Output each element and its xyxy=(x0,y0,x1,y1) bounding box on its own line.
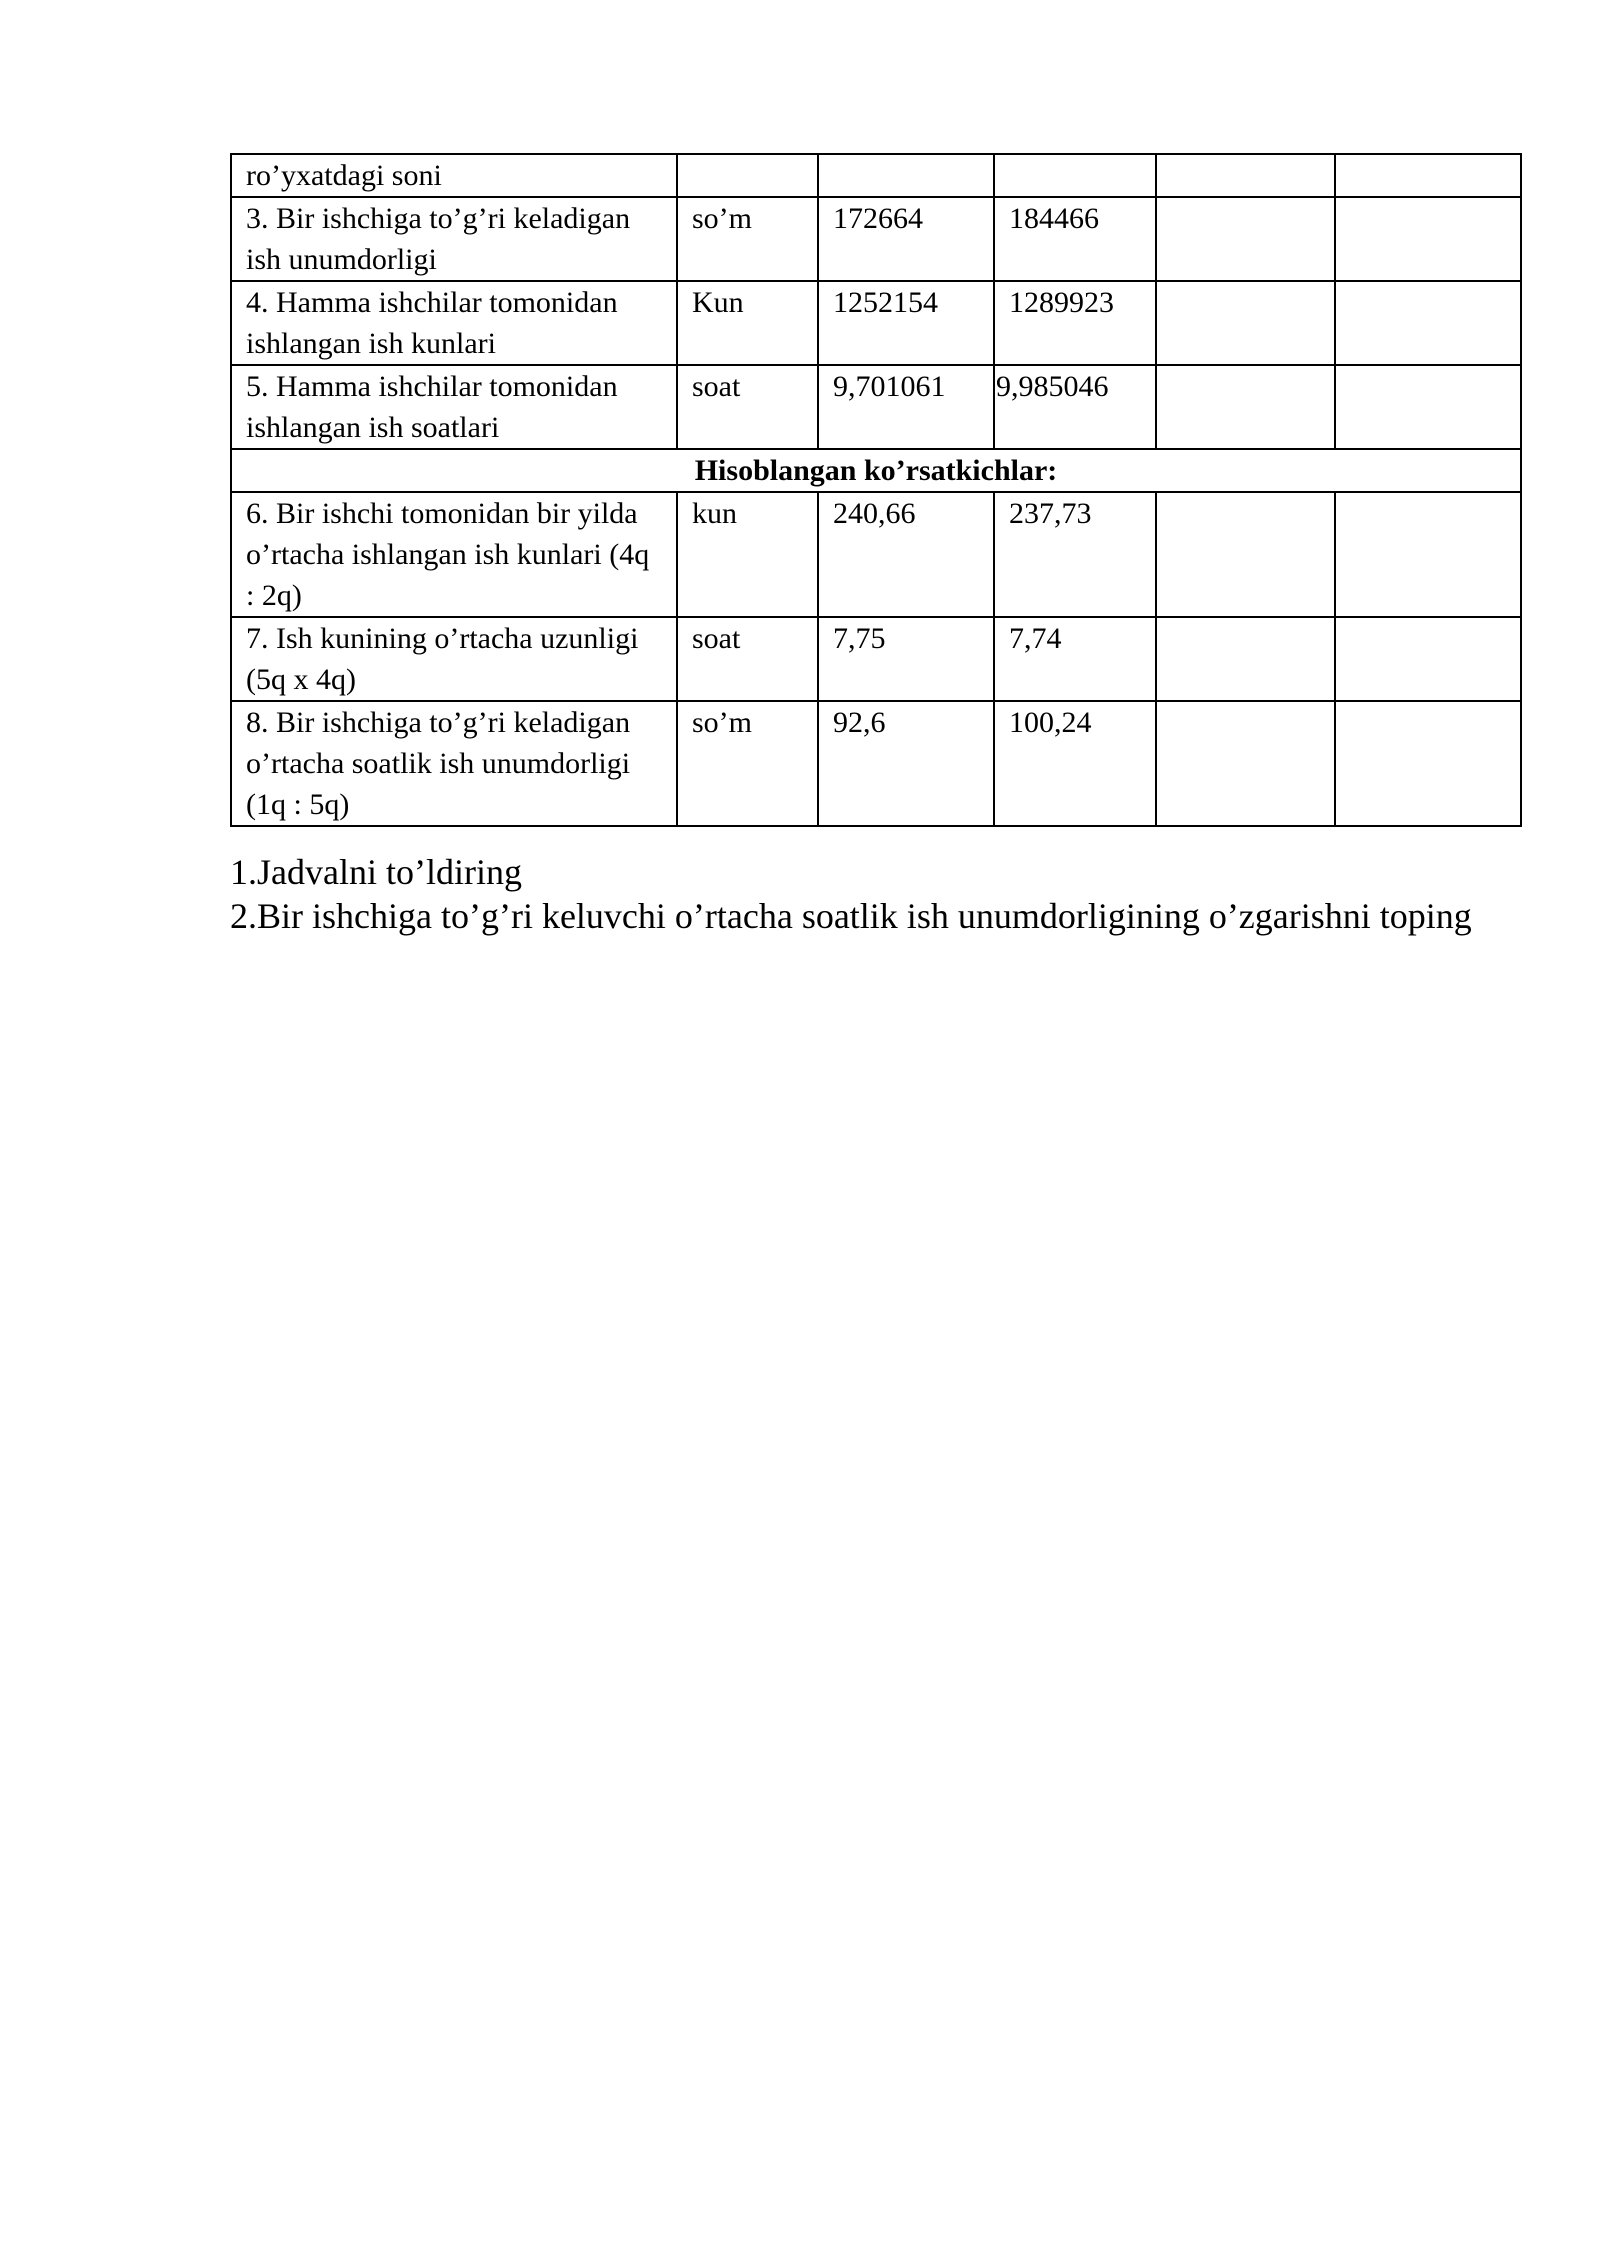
row-value-3 xyxy=(1156,365,1335,449)
row-unit: soat xyxy=(677,365,818,449)
row-value-2: 9,985046 xyxy=(994,365,1156,449)
row-value-3 xyxy=(1156,197,1335,281)
row-value-3 xyxy=(1156,154,1335,197)
table-row xyxy=(231,197,1521,281)
row-value-2 xyxy=(994,154,1156,197)
row-value-4 xyxy=(1335,492,1521,617)
row-value-1: 240,66 xyxy=(818,492,994,617)
task-item: 2.Bir ishchiga to’g’ri keluvchi o’rtacha soatlik ish unumdorligining o’zgarishni toping xyxy=(230,896,1472,936)
table-row xyxy=(231,365,1521,449)
row-value-4 xyxy=(1335,154,1521,197)
row-value-3 xyxy=(1156,281,1335,365)
task-list xyxy=(230,850,1500,938)
row-value-1: 9,701061 xyxy=(818,365,994,449)
task-item: 1.Jadvalni to’ldiring xyxy=(230,852,522,892)
row-label: 3. Bir ishchiga to’g’ri keladigan ish unumdorligi xyxy=(231,197,677,281)
row-value-2: 184466 xyxy=(994,197,1156,281)
row-value-2: 237,73 xyxy=(994,492,1156,617)
row-value-3 xyxy=(1156,492,1335,617)
row-value-3 xyxy=(1156,617,1335,701)
row-label: 7. Ish kunining o’rtacha uzunligi (5q x 4q) xyxy=(231,617,677,701)
row-label: 6. Bir ishchi tomonidan bir yilda o’rtacha ishlangan ish kunlari (4q : 2q) xyxy=(231,492,677,617)
row-value-1: 172664 xyxy=(818,197,994,281)
row-value-2: 1289923 xyxy=(994,281,1156,365)
indicators-table xyxy=(230,153,1522,827)
row-unit: soat xyxy=(677,617,818,701)
section-header: Hisoblangan ko’rsatkichlar: xyxy=(231,449,1521,492)
row-label: 8. Bir ishchiga to’g’ri keladigan o’rtacha soatlik ish unumdorligi (1q : 5q) xyxy=(231,701,677,826)
row-value-1: 1252154 xyxy=(818,281,994,365)
row-unit xyxy=(677,154,818,197)
table-row xyxy=(231,281,1521,365)
table-row xyxy=(231,154,1521,197)
row-value-4 xyxy=(1335,281,1521,365)
row-value-3 xyxy=(1156,701,1335,826)
table-row xyxy=(231,701,1521,826)
table-row xyxy=(231,617,1521,701)
row-unit: kun xyxy=(677,492,818,617)
row-unit: so’m xyxy=(677,701,818,826)
row-value-1: 92,6 xyxy=(818,701,994,826)
section-header-row xyxy=(231,449,1521,492)
row-value-4 xyxy=(1335,617,1521,701)
row-value-4 xyxy=(1335,701,1521,826)
row-value-2: 7,74 xyxy=(994,617,1156,701)
row-unit: Kun xyxy=(677,281,818,365)
row-label: 5. Hamma ishchilar tomonidan ishlangan ish soatlari xyxy=(231,365,677,449)
row-label: ro’yxatdagi soni xyxy=(231,154,677,197)
row-value-1 xyxy=(818,154,994,197)
table-row xyxy=(231,492,1521,617)
row-value-4 xyxy=(1335,197,1521,281)
row-label: 4. Hamma ishchilar tomonidan ishlangan ish kunlari xyxy=(231,281,677,365)
row-value-2: 100,24 xyxy=(994,701,1156,826)
row-value-1: 7,75 xyxy=(818,617,994,701)
row-unit: so’m xyxy=(677,197,818,281)
row-value-4 xyxy=(1335,365,1521,449)
